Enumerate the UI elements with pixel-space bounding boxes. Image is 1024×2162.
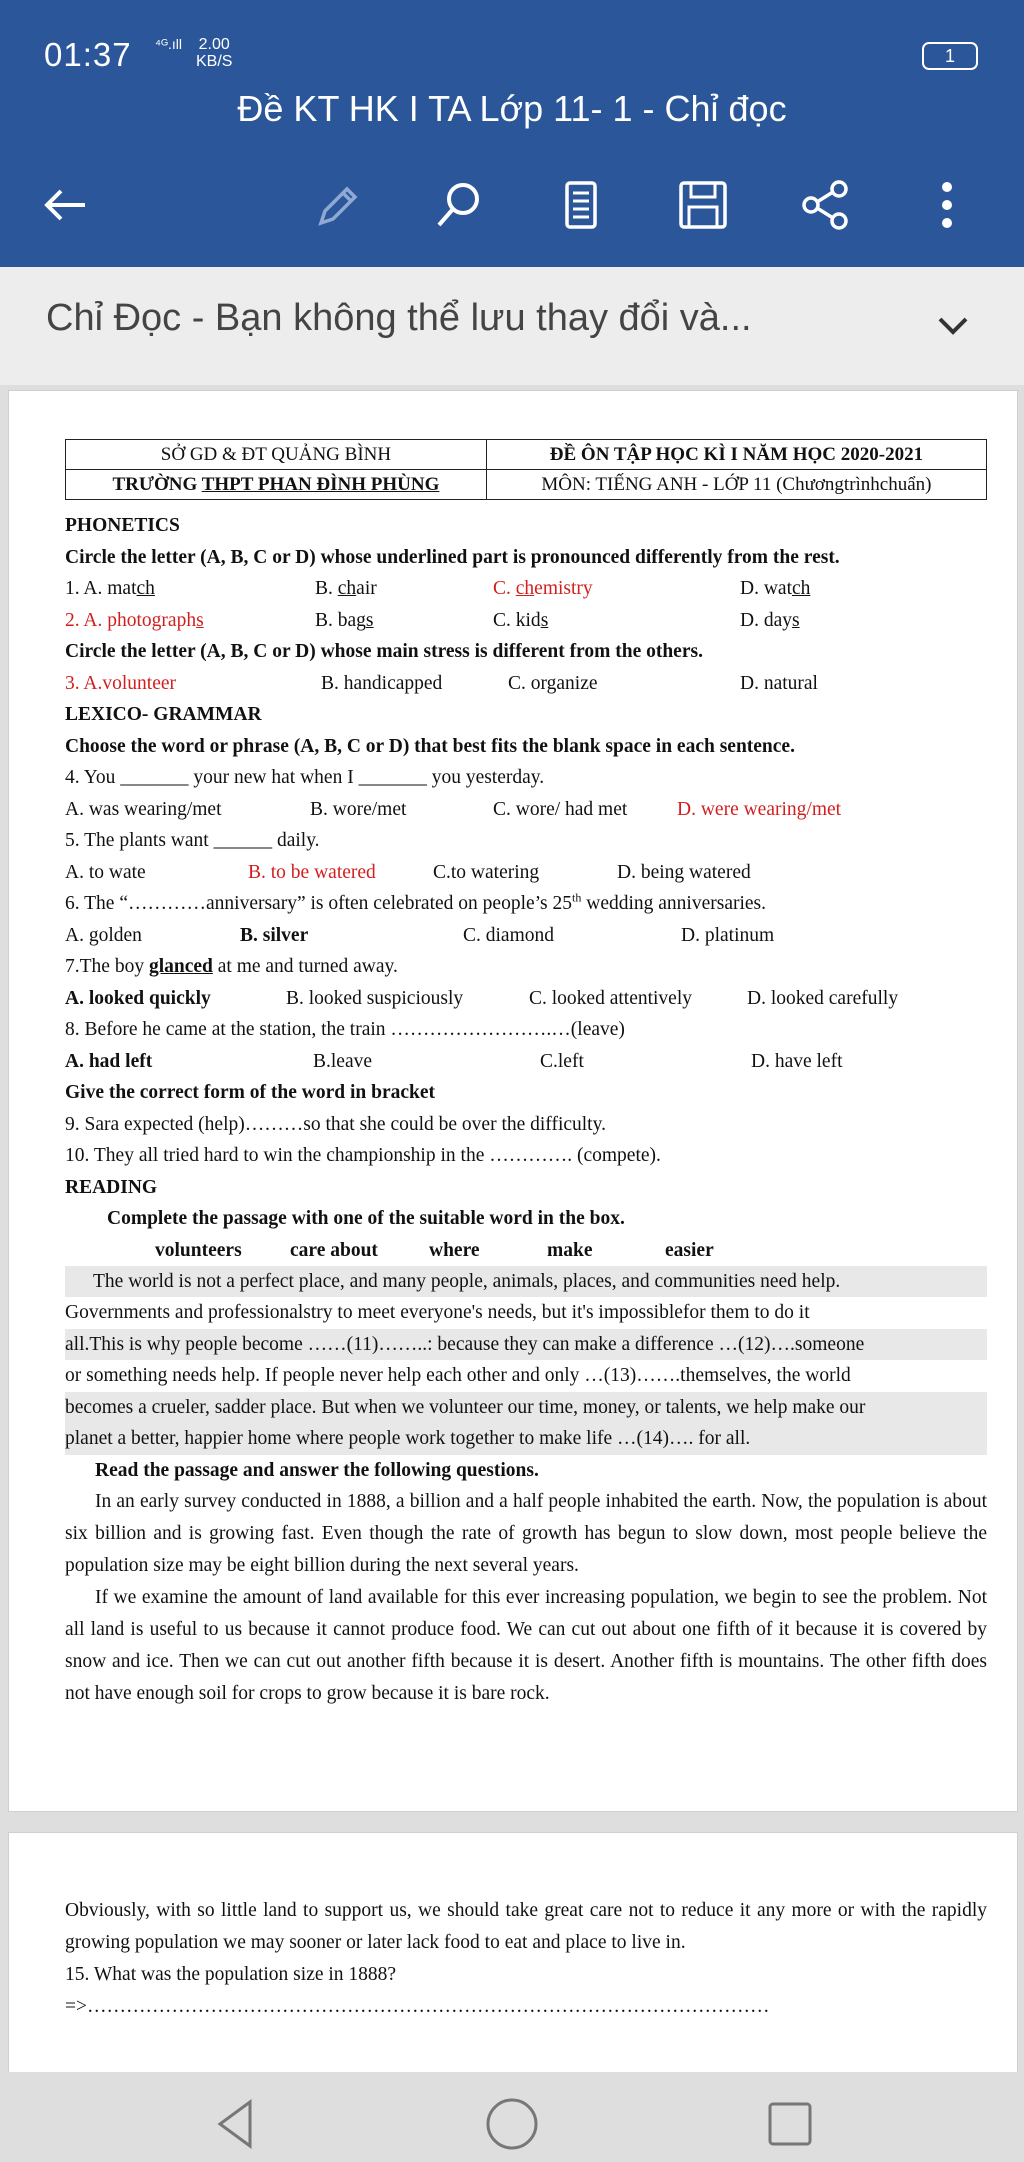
question-8-options: A. had left B.leave C.left D. have left (65, 1050, 843, 1072)
reading-paragraph-2: If we examine the amount of land available for this ever increasing population, we begin to see the problem. Not all land is useful to us because it cannot produce food. We can cut out about one fifth of it because it is covered by snow and ice. Then we can cut out another fifth because it is desert. Another fifth is mountains. The other fifth does not have enough soil for crops to grow because it is bare rock. (65, 1587, 987, 1704)
word-box-item: where (429, 1239, 480, 1261)
app-bar (0, 0, 1024, 267)
more-icon[interactable] (912, 170, 982, 240)
word-box-item: volunteers (155, 1239, 242, 1261)
nav-home-icon[interactable] (482, 2094, 542, 2154)
question-2: 2. A. photographs B. bags C. kids D. days (65, 609, 800, 631)
passage-line: becomes a crueler, sadder place. But when we volunteer our time, money, or talents, we help make our (65, 1392, 987, 1424)
back-arrow-icon[interactable] (30, 170, 100, 240)
instruction-4: Give the correct form of the word in bracket (65, 1082, 436, 1103)
reading-mode-icon[interactable] (546, 170, 616, 240)
passage-line: all.This is why people become ……(11)……..: because they can make a difference …(12)….someone (65, 1329, 987, 1361)
instruction-5: Complete the passage with one of the suitable word in the box. (107, 1208, 625, 1229)
document-page-1 (8, 390, 1018, 1812)
question-1: 1. A. match B. chair C. chemistry D. watch (65, 578, 811, 599)
question-7-stem: 7.The boy glanced at me and turned away. (65, 956, 398, 977)
question-15: 15. What was the population size in 1888? (65, 1964, 397, 1985)
passage-line: Governments and professionalstry to meet everyone's needs, but it's impossiblefor them to do it (65, 1302, 810, 1323)
header-exam-title: ĐỀ ÔN TẬP HỌC KÌ I NĂM HỌC 2020-2021 (486, 440, 986, 470)
save-icon[interactable] (668, 170, 738, 240)
read-only-banner[interactable] (0, 267, 1024, 385)
question-8-stem: 8. Before he came at the station, the train …………………….…(leave) (65, 1019, 625, 1040)
question-10: 10. They all tried hard to win the championship in the …………. (compete). (65, 1145, 661, 1166)
cloze-passage (65, 1266, 987, 1455)
chevron-down-icon[interactable] (928, 301, 978, 351)
battery-icon: 1 (922, 42, 978, 70)
edit-pencil-icon[interactable] (302, 170, 372, 240)
document-title: Đề KT HK I TA Lớp 11- 1 - Chỉ đọc (237, 88, 787, 129)
nav-back-icon[interactable] (206, 2094, 266, 2154)
network-indicator: ⁴ᴳ.ıll (155, 36, 182, 52)
question-6-options: A. golden B. silver C. diamond D. platinum (65, 924, 775, 946)
word-box-item: make (547, 1239, 593, 1261)
header-department: SỞ GD & ĐT QUẢNG BÌNH (66, 440, 487, 470)
question-4-options: A. was wearing/met B. wore/met C. wore/ had met D. were wearing/met (65, 798, 842, 820)
question-9: 9. Sara expected (help)………so that she could be over the difficulty. (65, 1113, 606, 1135)
reading-paragraph-1: In an early survey conducted in 1888, a billion and a half people inhabited the earth. Now, the population is about six billion and is growing fast. Even though the rate of growth has begun to slow down, most people believe the population size may be eight billion during the next several years. (65, 1491, 987, 1576)
question-5-options: A. to wate B. to be watered C.to watering D. being watered (65, 861, 751, 883)
word-box (65, 1235, 987, 1266)
exam-header-table (65, 439, 987, 500)
question-6-stem: 6. The “…………anniversary” is often celebrated on people’s 25th wedding anniversaries. (65, 890, 767, 914)
section-lexico-grammar: LEXICO- GRAMMAR (65, 704, 262, 725)
instruction-6: Read the passage and answer the following questions. (95, 1459, 539, 1481)
word-box-item: care about (290, 1239, 378, 1261)
read-only-message: Chỉ Đọc - Bạn không thể lưu thay đổi và... (46, 297, 752, 339)
nav-recents-icon[interactable] (760, 2094, 820, 2154)
status-time: 01:37 (44, 36, 132, 73)
system-nav-bar (0, 2072, 1024, 2162)
instruction-2: Circle the letter (A, B, C or D) whose main stress is different from the others. (65, 641, 703, 662)
share-icon[interactable] (790, 170, 860, 240)
header-subject: MÔN: TIẾNG ANH - LỚP 11 (Chươngtrìnhchuẩn) (486, 470, 986, 500)
question-3: 3. A.volunteer B. handicapped C. organize D. natural (65, 672, 818, 694)
question-5-stem: 5. The plants want ______ daily. (65, 830, 320, 851)
reading-paragraph-3: Obviously, with so little land to support us, we should take great care not to reduce it any more or with the rapidly growing population we may sooner or later lack food to eat and place to live in. (65, 1900, 987, 1953)
question-4-stem: 4. You _______ your new hat when I _______ you yesterday. (65, 767, 545, 788)
passage-line: The world is not a perfect place, and many people, animals, places, and communities need help. (65, 1266, 987, 1298)
section-reading: READING (65, 1176, 158, 1198)
document-page-2 (8, 1832, 1018, 2074)
instruction-1: Circle the letter (A, B, C or D) whose underlined part is pronounced differently from the rest. (65, 546, 840, 568)
section-phonetics: PHONETICS (65, 515, 180, 536)
answer-line[interactable]: =>…………………………………………………………………………………………… (65, 1995, 770, 2017)
passage-line: or something needs help. If people never help each other and only …(13)…….themselves, the world (65, 1365, 851, 1386)
question-7-options: A. looked quickly B. looked suspiciously C. looked attentively D. looked carefully (65, 987, 899, 1009)
passage-line: planet a better, happier home where people work together to make life …(14)…. for all. (65, 1423, 987, 1455)
word-box-item: easier (665, 1239, 714, 1261)
network-speed: 2.00 KB/S (196, 36, 233, 70)
header-school: TRƯỜNG THPT PHAN ĐÌNH PHÙNG (66, 470, 487, 500)
search-icon[interactable] (424, 170, 494, 240)
instruction-3: Choose the word or phrase (A, B, C or D) that best fits the blank space in each sentence. (65, 735, 795, 757)
